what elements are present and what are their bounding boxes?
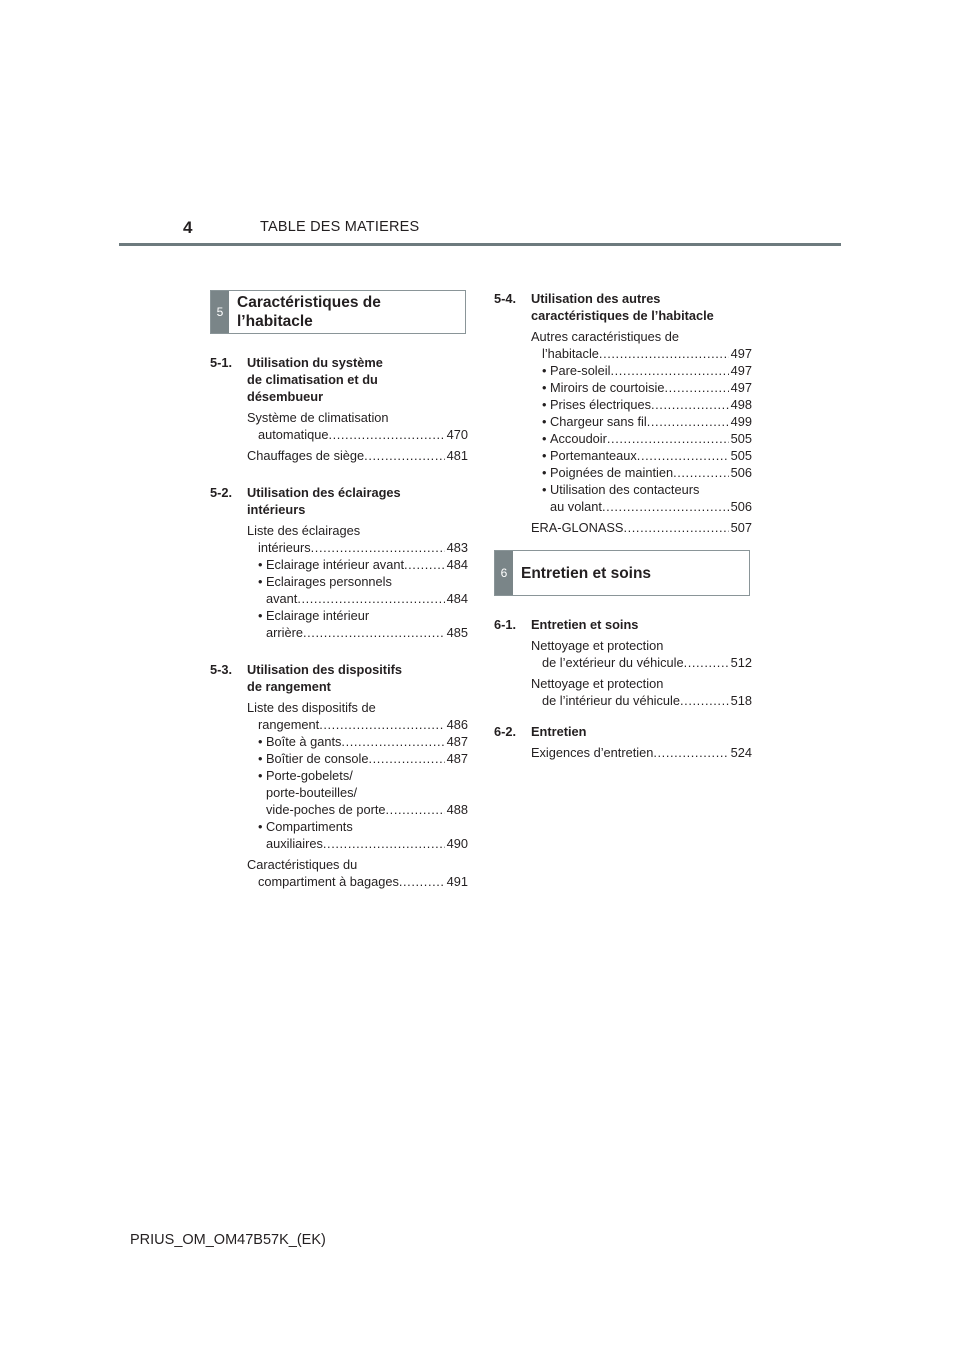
toc-bullet-item[interactable]: • Chargeur sans fil ..... 499 bbox=[531, 413, 752, 430]
toc-bullet-item[interactable]: • Accoudoir ..... 505 bbox=[531, 430, 752, 447]
toc-entry[interactable]: Nettoyage et protection de l’intérieur du véhicule ..... 518 bbox=[531, 675, 752, 709]
toc-bullet-item[interactable]: • Eclairages personnels bbox=[258, 574, 392, 589]
section-5-title: Caractéristiques de l’habitacle bbox=[237, 294, 381, 330]
toc-heading-5-1[interactable]: 5-1. Utilisation du système de climatisation et du désembueur bbox=[210, 355, 383, 404]
section-6-tab: 6 bbox=[495, 551, 513, 595]
toc-entry[interactable]: Chauffages de siège ..... 481 bbox=[247, 447, 468, 464]
toc-entry[interactable]: Système de climatisation automatique ..... 470 bbox=[247, 409, 468, 443]
toc-5-2 bbox=[210, 484, 468, 641]
toc-6-2 bbox=[494, 723, 752, 761]
toc-5-4 bbox=[494, 290, 752, 536]
toc-entry[interactable]: ERA-GLONASS ..... 507 bbox=[531, 519, 752, 536]
toc-bullet-item[interactable]: • Miroirs de courtoisie ..... 497 bbox=[531, 379, 752, 396]
toc-5-1 bbox=[210, 354, 468, 464]
page-number: 4 bbox=[183, 218, 193, 237]
toc-5-3 bbox=[210, 661, 468, 890]
toc-bullet-item[interactable]: • Poignées de maintien ..... 506 bbox=[531, 464, 752, 481]
toc-bullet-item[interactable]: • Portemanteaux ..... 505 bbox=[531, 447, 752, 464]
toc-bullet-item[interactable]: • Pare-soleil ..... 497 bbox=[531, 362, 752, 379]
toc-bullet-item[interactable]: • Prises électriques ..... 498 bbox=[531, 396, 752, 413]
toc-heading-6-1[interactable]: 6-1. Entretien et soins bbox=[494, 617, 639, 632]
toc-6-1 bbox=[494, 616, 752, 709]
section-6-box[interactable] bbox=[494, 550, 750, 596]
toc-column-right bbox=[494, 290, 752, 781]
toc-bullet-item[interactable]: • Porte-gobelets/ bbox=[258, 768, 353, 783]
toc-heading-5-2[interactable]: 5-2. Utilisation des éclairages intérieurs bbox=[210, 485, 401, 517]
toc-bullet-item[interactable]: • Eclairage intérieur avant ..... 484 bbox=[247, 556, 468, 573]
toc-entry[interactable]: Liste des éclairages intérieurs ..... 483 • Eclairage intérieur avant ..... 484 • Eclairages personnels avant ..... 484 • Eclairage intérieur arrière ..... 485 bbox=[247, 522, 468, 641]
page-header-title: TABLE DES MATIERES bbox=[260, 219, 420, 235]
toc-entry[interactable]: Exigences d’entretien ..... 524 bbox=[531, 744, 752, 761]
toc-entry[interactable]: Nettoyage et protection de l’extérieur du véhicule ..... 512 bbox=[531, 637, 752, 671]
toc-bullet-item[interactable]: • Compartiments bbox=[258, 819, 353, 834]
toc-bullet-item[interactable]: • Utilisation des contacteurs bbox=[542, 482, 700, 497]
header-rule bbox=[119, 243, 841, 246]
toc-entry[interactable]: Liste des dispositifs de rangement ..... 486 • Boîte à gants ..... 487 • Boîtier de console ..... 487 • Porte-gobelets/ porte-bouteilles/ vide-poches de porte ..... 488 • Compartiments auxiliaires ..... 490 bbox=[247, 699, 468, 852]
toc-heading-5-3[interactable]: 5-3. Utilisation des dispositifs de rangement bbox=[210, 662, 403, 694]
toc-bullet-item[interactable]: • Boîtier de console ..... 487 bbox=[247, 750, 468, 767]
section-5-tab: 5 bbox=[211, 291, 229, 333]
section-6-title: Entretien et soins bbox=[521, 564, 652, 582]
footer-document-code: PRIUS_OM_OM47B57K_(EK) bbox=[130, 1232, 326, 1248]
toc-bullet-item[interactable]: • Eclairage intérieur bbox=[258, 608, 370, 623]
toc-bullet-item[interactable]: • Boîte à gants ..... 487 bbox=[247, 733, 468, 750]
toc-entry[interactable]: Autres caractéristiques de l’habitacle ..... 497 • Pare-soleil ..... 497 • Miroirs de courtoisie ..... 497 • Prises électriques ..... 498 • Chargeur sans fil ..... 499 • Accoudoir ..... 505 • Portemanteaux ..... 505 • Poignées de maintien ..... 506 • Utilisation des contacteurs au volant ..... 506 bbox=[531, 328, 752, 515]
toc-heading-5-4[interactable]: 5-4. Utilisation des autres caractéristiques de l’habitacle bbox=[494, 291, 714, 323]
toc-column-left bbox=[210, 290, 468, 910]
toc-entry[interactable]: Caractéristiques du compartiment à bagages ..... 491 bbox=[247, 856, 468, 890]
toc-heading-6-2[interactable]: 6-2. Entretien bbox=[494, 724, 587, 739]
section-5-box[interactable] bbox=[210, 290, 466, 334]
